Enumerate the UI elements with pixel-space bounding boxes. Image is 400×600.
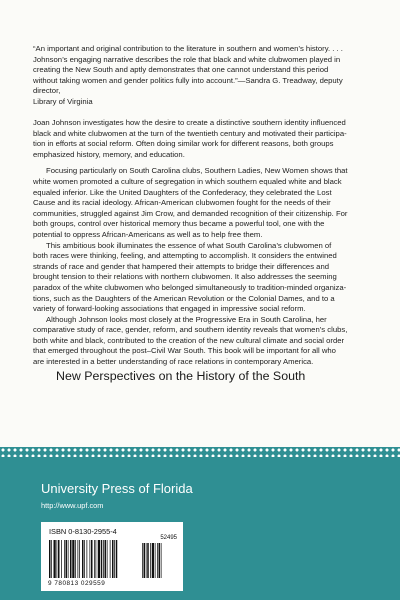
barcode-block [41,522,183,591]
description-line: both groups, control over historical memory thus became a powerful tool, one with the [33,219,325,229]
description-line: Focusing particularly on South Carolina clubs, Southern Ladies, New Women shows that [46,166,348,176]
description-line: comparative study of race, gender, reform, and southern identity reveals that women’s clubs, [33,325,348,335]
description-paragraph [33,166,371,240]
description-line: Joan Johnson investigates how the desire to create a distinctive southern identity influenced [33,118,346,127]
quote-line: “An important and original contribution to the literature in southern and women’s history. . . . [33,44,343,53]
quote-line: without taking women and gender politics fully into account.”—Sandra G. Treadway, deputy [33,75,343,85]
publisher-url: http://www.upf.com [41,501,104,510]
description-line: emphasized history, memory, and education. [33,149,185,159]
description-line: white women promoted a culture of segregation in which southern equaled white and black [33,176,342,186]
series-title: New Perspectives on the History of the South [56,369,306,383]
description-line: Although Johnson looks most closely at the Progressive Era in South Carolina, her [46,314,327,324]
book-description [33,118,371,368]
description-line: both white and black, contributed to the creation of the new cultural climate and social order [33,335,345,345]
description-line: Cause and its racial ideology. African-American clubwomen fought for the needs of their [33,198,331,208]
price-code: 52495 [160,535,177,541]
description-paragraph [33,118,371,160]
description-line: This ambitious book illuminates the essence of what South Carolina’s clubwomen of [46,240,332,250]
publisher-name: University Press of Florida [41,481,193,496]
description-line: tions, such as the Daughters of the American Revolution or the Colonial Dames, and to a [33,293,335,303]
description-line: equaled inferior. Like the United Daughters of the Confederacy, they celebrated the Lost [33,187,332,197]
description-line: black and white clubwomen at the turn of the twentieth century and motivated their participa- [33,128,347,138]
description-line: that emerged throughout the post–Civil War South. This book will be important for all who [33,346,336,356]
description-line: tion in efforts at social reform. Often doing similar work for different reasons, both groups [33,139,334,149]
description-paragraph [33,315,371,368]
description-line: strands of race and gender that hampered their attempts to bridge their differences and [33,261,330,271]
description-line: variety of forward-looking associations that engaged in impressive social reform. [33,304,306,314]
description-line: both races were thinking, feeling, and attempting to accomplish. It considers the entwined [33,251,337,261]
quote-line: Johnson’s engaging narrative describes the role that black and white clubwomen played in [33,54,341,64]
quote-line: director, [33,86,61,96]
barcode-digits: 9 780813 029559 [48,580,106,587]
quote-line: creating the New South and aptly demonstrates that one cannot understand this period [33,65,329,75]
quote-line: Library of Virginia [33,96,93,106]
description-line: paradox of the white clubwomen who belonged simultaneously to tradition-minded organiza- [33,282,347,292]
description-line: potential to oppress African-Americans as well as to help free them. [33,229,263,239]
description-paragraph [33,241,371,315]
dotted-divider [0,447,400,457]
description-line: communities, struggled against Jim Crow, and demanded recognition of their citizenship. For [33,208,348,218]
isbn-label: ISBN 0-8130-2955-4 [49,527,117,536]
endorsement-quote [33,44,368,108]
description-line: brought tension to their relations with northern clubwomen. It also addresses the seeming [33,272,337,282]
description-line: are interested in a better understanding of race relations in contemporary America. [33,357,314,367]
